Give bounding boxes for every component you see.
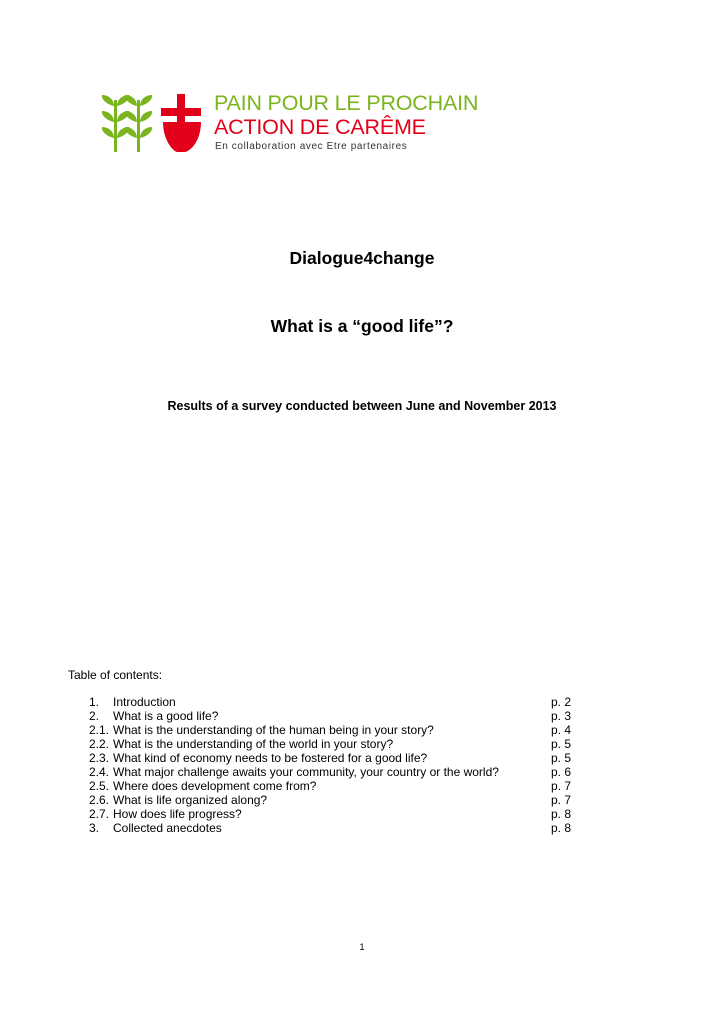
toc-item-number: 1. [89,695,100,709]
toc-item-number: 2.3. [89,751,110,765]
toc-item-page: p. 8 [550,807,571,821]
page-number: 1 [359,942,365,952]
table-of-contents [89,695,571,835]
toc-item-page: p. 3 [550,709,571,723]
toc-item-number: 2. [89,709,100,723]
logo-tagline: En collaboration avec Etre partenaires [215,141,408,152]
logo-line-2: ACTION DE CARÊME [214,115,426,139]
logo-line-1: PAIN POUR LE PROCHAIN [214,91,479,115]
toc-item-title: What is life organized along? [113,793,268,807]
document-subtitle: What is a “good life”? [270,316,454,336]
toc-item [89,807,571,821]
toc-item [89,765,571,779]
document-title: Dialogue4change [289,248,435,268]
survey-description: Results of a survey conducted between June and November 2013 [167,399,557,413]
toc-item-page: p. 5 [550,737,571,751]
toc-item-page: p. 6 [550,765,571,779]
toc-item-page: p. 5 [550,751,571,765]
toc-item [89,751,571,765]
toc-item-title: What is a good life? [113,709,219,723]
toc-heading: Table of contents: [68,668,163,682]
toc-item-number: 2.7. [89,807,110,821]
toc-item-number: 2.1. [89,723,110,737]
toc-item-title: Where does development come from? [113,779,317,793]
toc-item [89,723,571,737]
toc-item-title: What kind of economy needs to be fostered for a good life? [113,751,428,765]
organization-logo [101,92,481,156]
toc-item-number: 3. [89,821,100,835]
toc-item [89,709,571,723]
toc-item-page: p. 7 [550,793,571,807]
toc-item-number: 2.5. [89,779,110,793]
toc-item [89,695,571,709]
toc-item-number: 2.2. [89,737,110,751]
toc-item [89,737,571,751]
toc-item-page: p. 8 [550,821,571,835]
toc-item-page: p. 7 [550,779,571,793]
toc-item-number: 2.4. [89,765,110,779]
toc-item-number: 2.6. [89,793,110,807]
toc-item [89,793,571,807]
toc-item-title: Introduction [113,695,176,709]
leaves-cross-emblem [101,92,211,156]
toc-item [89,779,571,793]
toc-item-title: What major challenge awaits your community, your country or the world? [113,765,499,779]
toc-item-title: What is the understanding of the human being in your story? [113,723,434,737]
toc-item-title: How does life progress? [113,807,242,821]
toc-item-page: p. 4 [550,723,571,737]
toc-item-title: What is the understanding of the world in your story? [113,737,394,751]
toc-item [89,821,571,835]
toc-item-title: Collected anecdotes [113,821,222,835]
toc-item-page: p. 2 [550,695,571,709]
